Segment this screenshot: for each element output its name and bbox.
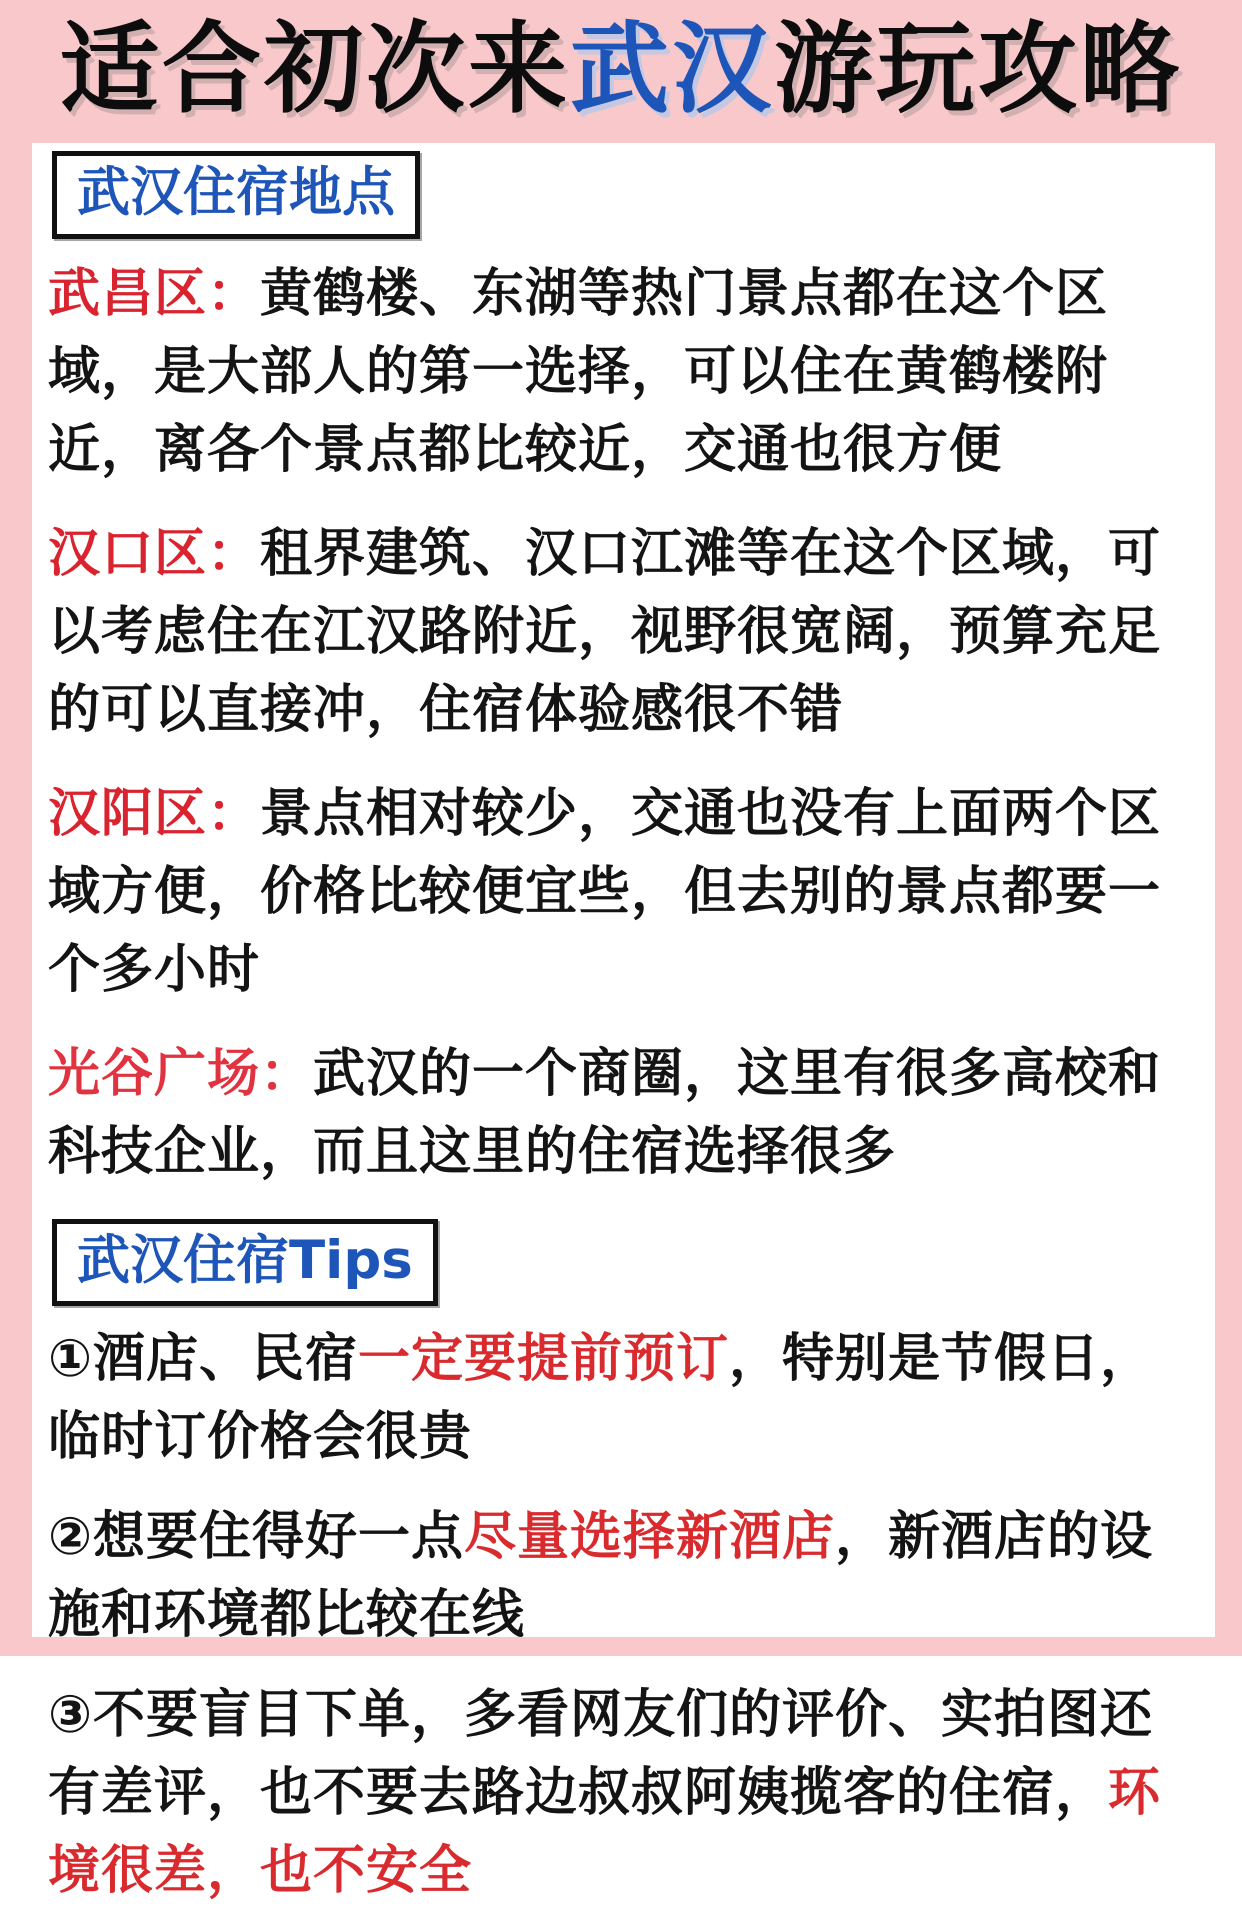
tip-2-text-tail: ，新酒店的设施和环境都比较在线 xyxy=(48,1507,1154,1646)
tip-item-3 xyxy=(48,1676,1185,1910)
district-label-guanggu: 光谷广场： xyxy=(48,1043,314,1104)
tip-item-2 xyxy=(48,1498,1185,1654)
tip-3-highlight: 环境很差，也不安全 xyxy=(48,1763,1162,1902)
title-segment-wuhan: 武汉 xyxy=(570,12,774,127)
section-header-label: 武汉住宿地点 xyxy=(77,162,395,223)
tip-3-text: ③不要盲目下单，多看网友们的评价、实拍图还有差评，也不要去路边叔叔阿姨揽客的住宿， xyxy=(48,1685,1154,1824)
title-segment-prefix: 适合初次来 xyxy=(60,12,570,127)
district-text-wuchang: 黄鹤楼、东湖等热门景点都在这个区域，是大部人的第一选择，可以住在黄鹤楼附近，离各个景点都比较近，交通也很方便 xyxy=(48,263,1109,480)
tip-2-text: ②想要住得好一点 xyxy=(48,1507,465,1568)
district-label-hanyang: 汉阳区： xyxy=(48,783,261,844)
section-header-lodging-tips xyxy=(52,1219,438,1307)
tips-list xyxy=(48,1320,1185,1910)
tip-1-text-tail: ，特别是节假日，临时订价格会很贵 xyxy=(48,1329,1154,1468)
district-text-guanggu: 武汉的一个商圈，这里有很多高校和科技企业，而且这里的住宿选择很多 xyxy=(48,1043,1162,1182)
district-text-hanyang: 景点相对较少，交通也没有上面两个区域方便，价格比较便宜些，但去别的景点都要一个多小时 xyxy=(48,783,1162,1000)
paragraph-wuchang-district xyxy=(48,255,1185,489)
title-segment-suffix: 游玩攻略 xyxy=(774,12,1182,127)
section-header-label: 武汉住宿Tips xyxy=(77,1229,413,1291)
paragraph-hanyang-district xyxy=(48,775,1185,1009)
tip-2-highlight: 尽量选择新酒店 xyxy=(464,1507,836,1568)
district-label-hankou: 汉口区： xyxy=(48,523,261,584)
section-header-lodging-locations xyxy=(52,151,420,239)
paragraph-guanggu-square xyxy=(48,1035,1185,1191)
page-title xyxy=(0,0,1242,143)
tip-item-1 xyxy=(48,1320,1185,1476)
content-panel xyxy=(32,143,1215,1902)
paragraph-hankou-district xyxy=(48,515,1185,749)
district-text-hankou: 租界建筑、汉口江滩等在这个区域，可以考虑住在江汉路附近，视野很宽阔，预算充足的可以直接冲，住宿体验感很不错 xyxy=(48,523,1162,740)
district-label-wuchang: 武昌区： xyxy=(48,263,261,324)
tip-1-text: ①酒店、民宿 xyxy=(48,1329,359,1390)
tip-1-highlight: 一定要提前预订 xyxy=(358,1329,730,1390)
